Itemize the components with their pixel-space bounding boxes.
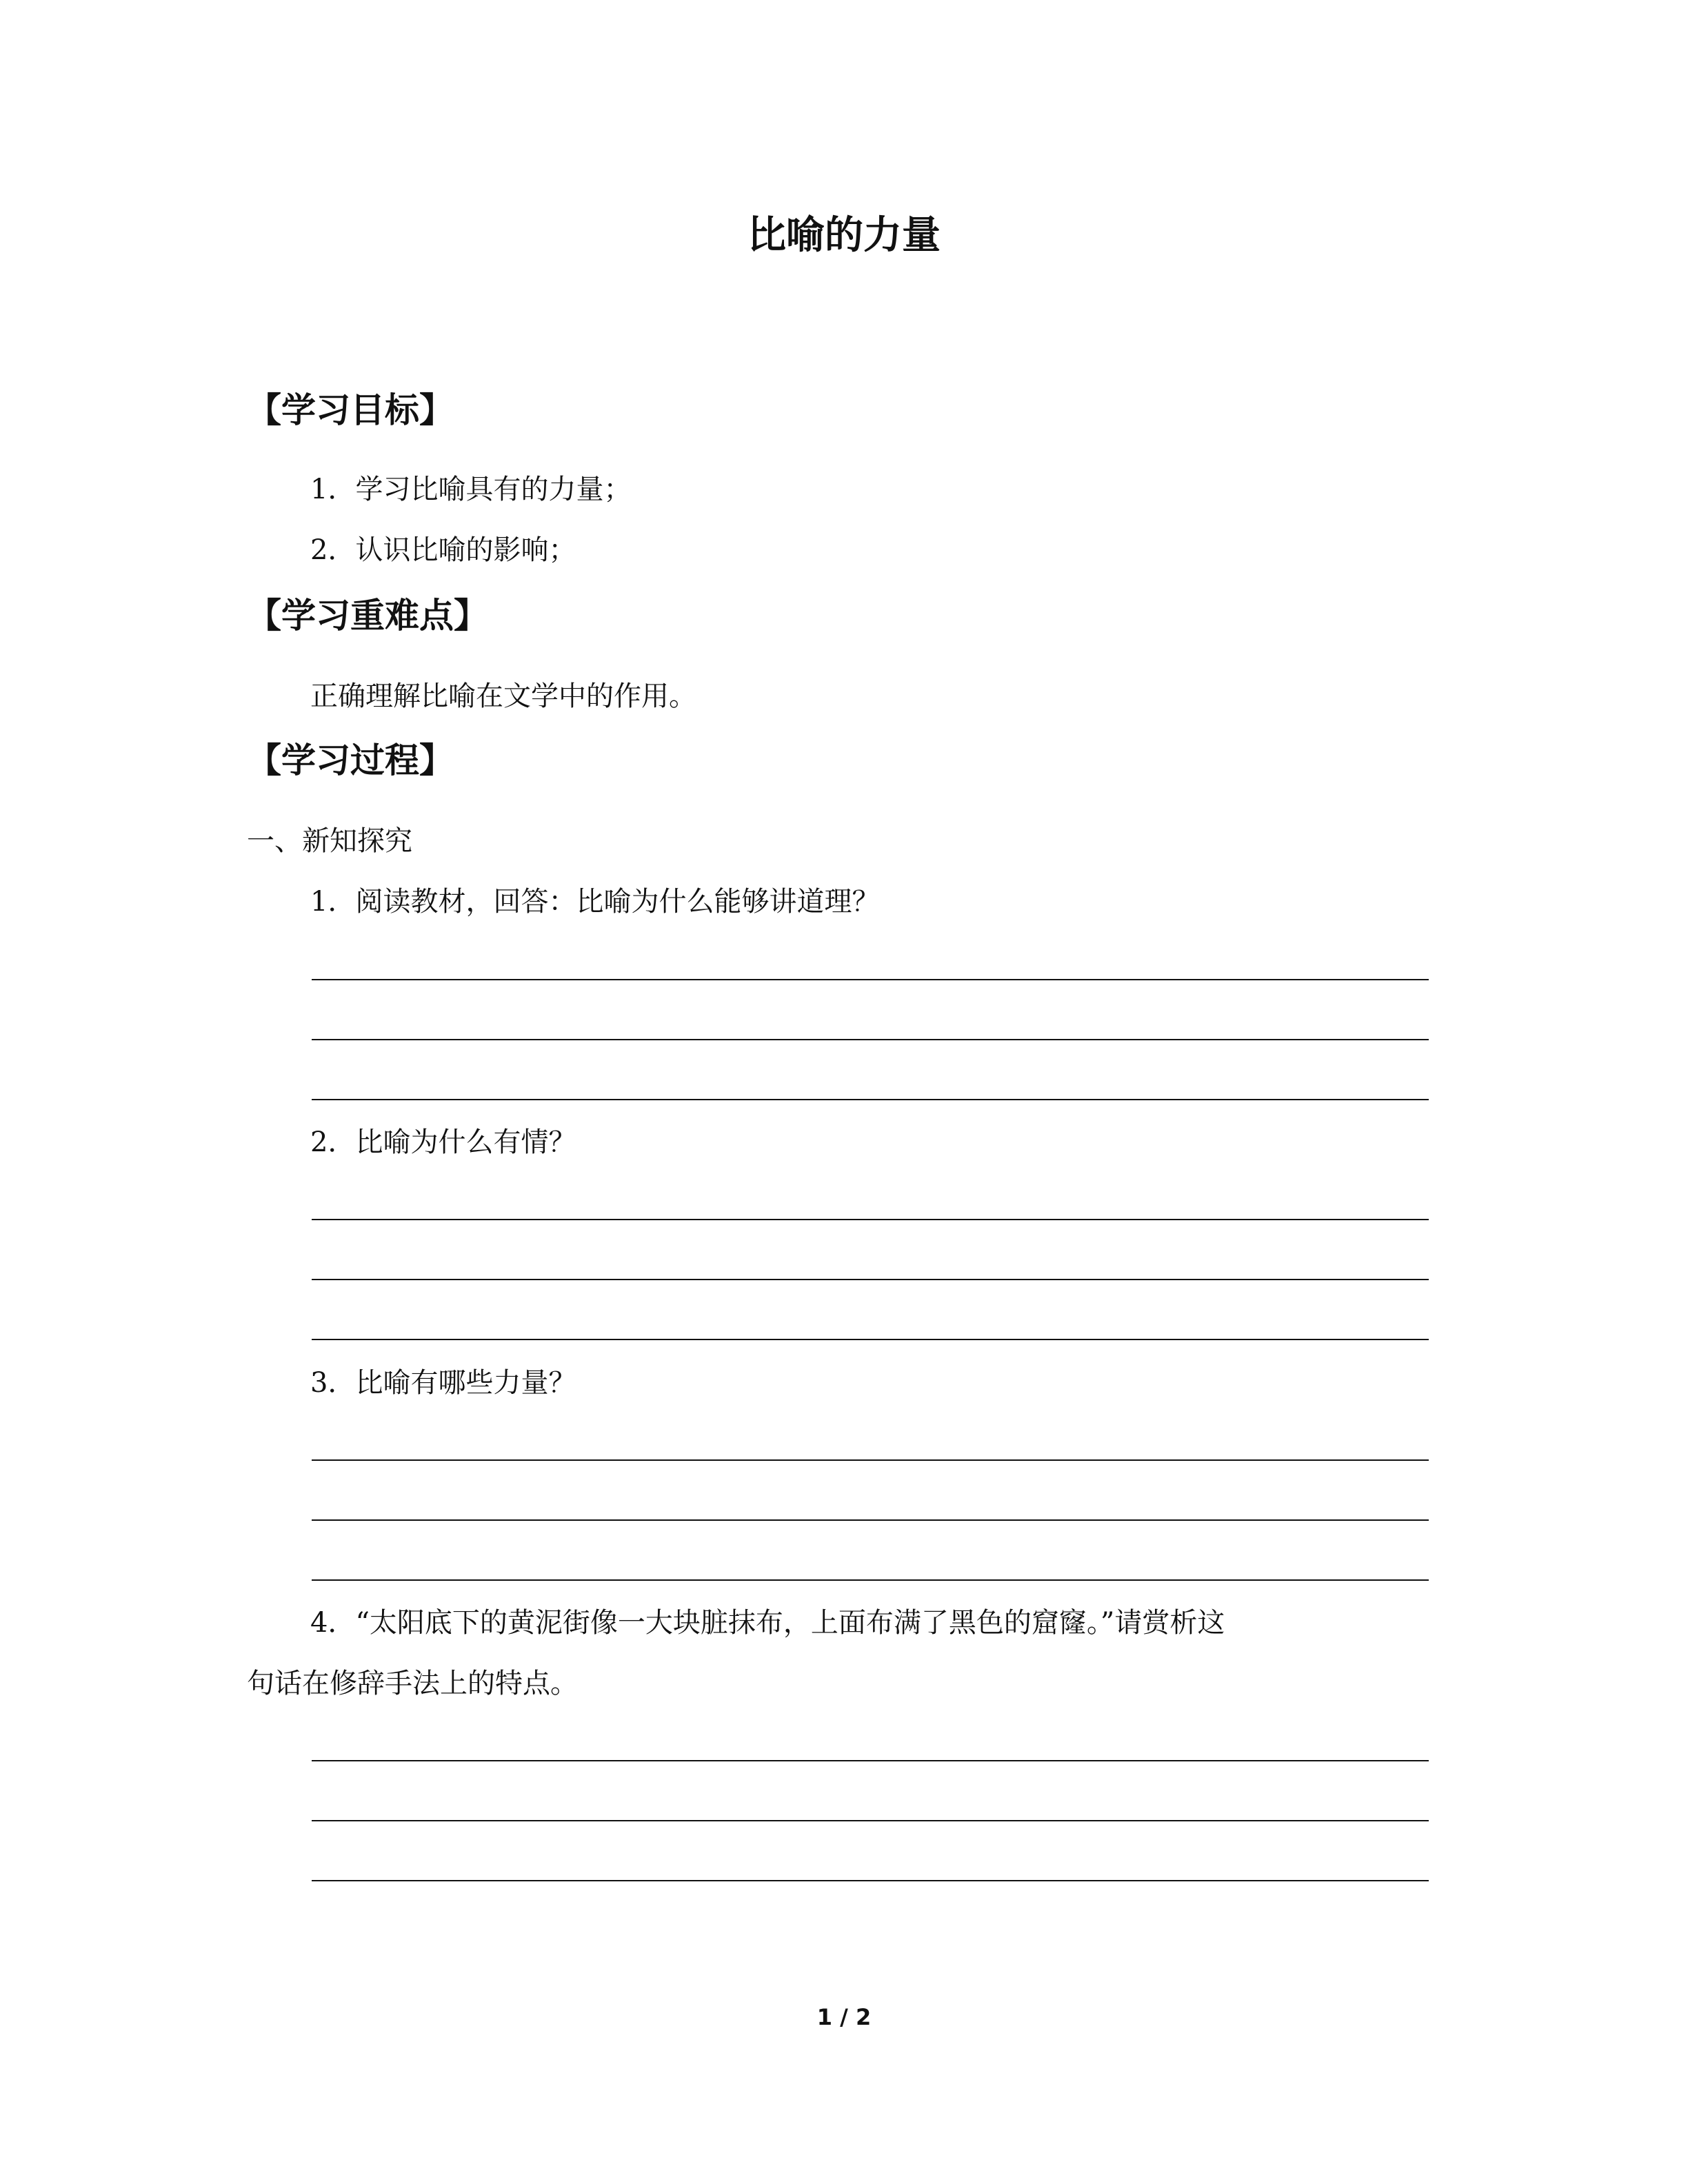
answer-line[interactable] [312, 1279, 1429, 1280]
answer-line[interactable] [312, 1579, 1429, 1581]
answer-line[interactable] [312, 979, 1429, 980]
answer-line[interactable] [312, 1219, 1429, 1220]
key-points-heading: 【学习重难点】 [247, 596, 488, 636]
answer-line[interactable] [312, 1459, 1429, 1461]
answer-line[interactable] [312, 1820, 1429, 1821]
question-2: 2．比喻为什么有情？ [310, 1126, 576, 1158]
objectives-heading: 【学习目标】 [247, 390, 454, 430]
section-heading-new-knowledge: 一、新知探究 [247, 825, 412, 857]
question-3: 3．比喻有哪些力量？ [310, 1367, 576, 1399]
question-1: 1．阅读教材，回答：比喻为什么能够讲道理？ [310, 886, 880, 918]
answer-line[interactable] [312, 1099, 1429, 1100]
answer-line[interactable] [312, 1519, 1429, 1521]
question-4-line-2: 句话在修辞手法上的特点。 [247, 1668, 578, 1699]
key-points-text: 正确理解比喻在文学中的作用。 [310, 680, 696, 712]
answer-line[interactable] [312, 1880, 1429, 1881]
page-title: 比喻的力量 [747, 213, 941, 258]
answer-line[interactable] [312, 1760, 1429, 1761]
page-number: 1 / 2 [816, 2004, 872, 2030]
objective-item-1: 1．学习比喻具有的力量； [310, 474, 632, 505]
objective-item-2: 2．认识比喻的影响； [310, 534, 576, 566]
answer-line[interactable] [312, 1039, 1429, 1040]
answer-line[interactable] [312, 1339, 1429, 1340]
process-heading: 【学习过程】 [247, 740, 454, 780]
question-4-line-1: 4．“太阳底下的黄泥街像一大块脏抹布，上面布满了黑色的窟窿。”请赏析这 [310, 1607, 1225, 1639]
